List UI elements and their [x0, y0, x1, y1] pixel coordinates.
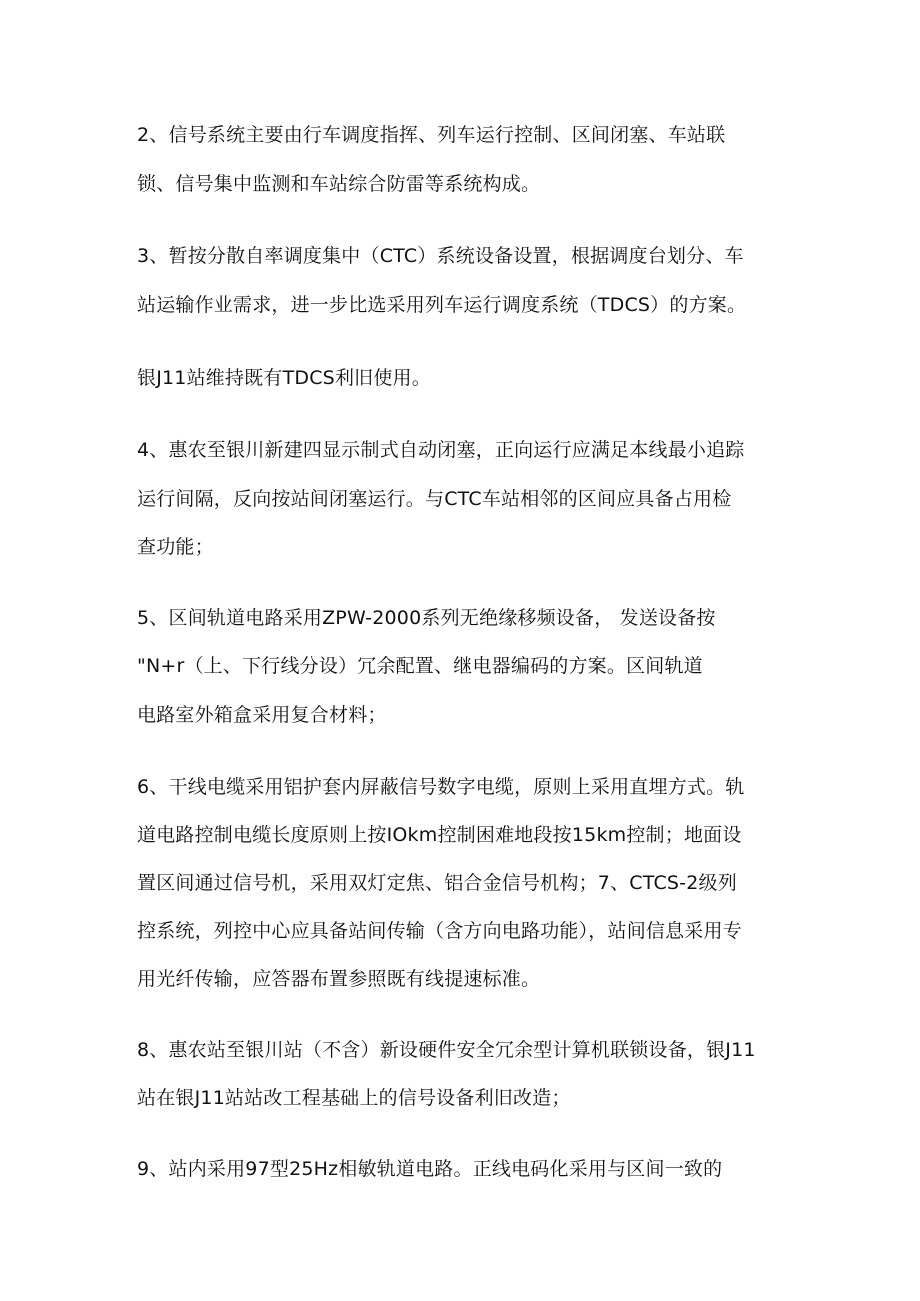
- paragraph-3-line-1: 3、暂按分散自率调度集中（CTC）系统设备设置，根据调度台划分、车: [137, 245, 744, 267]
- paragraph-5-line-1: 5、区间轨道电路采用ZPW-2000系列无绝缘移频设备， 发送设备按: [137, 607, 716, 629]
- paragraph-8-line-1: 8、惠农站至银川站（不含）新设硬件安全冗余型计算机联锁设备，银J11: [137, 1039, 756, 1061]
- paragraph-yinj11-line-1: 银J11站维持既有TDCS利旧使用。: [137, 367, 431, 389]
- paragraph-3-line-2: 站运输作业需求，进一步比选采用列车运行调度系统（TDCS）的方案。: [137, 294, 747, 316]
- paragraph-4-line-2: 运行间隔，反向按站间闭塞运行。与CTC车站相邻的区间应具备占用检: [137, 488, 732, 510]
- paragraph-9-line-1: 9、站内采用97型25Hz相敏轨道电路。正线电码化采用与区间一致的: [137, 1158, 723, 1180]
- paragraph-4-line-1: 4、惠农至银川新建四显示制式自动闭塞，正向运行应满足本线最小追踪: [137, 439, 745, 461]
- paragraph-5-line-3: 电路室外箱盒采用复合材料；: [137, 704, 387, 726]
- paragraph-6-line-5: 用光纤传输，应答器布置参照既有线提速标准。: [137, 968, 541, 990]
- paragraph-6-line-2: 道电路控制电缆长度原则上按IOkm控制困难地段按15km控制；地面设: [137, 824, 742, 846]
- paragraph-6-line-3: 置区间通过信号机，采用双灯定焦、铝合金信号机构；7、CTCS-2级列: [137, 872, 737, 894]
- paragraph-8-line-2: 站在银J11站站改工程基础上的信号设备利旧改造；: [137, 1087, 571, 1109]
- paragraph-6-line-1: 6、干线电缆采用铝护套内屏蔽信号数字电缆，原则上采用直埋方式。轨: [137, 776, 745, 798]
- paragraph-6-line-4: 控系统，列控中心应具备站间传输（含方向电路功能），站间信息采用专: [137, 920, 742, 942]
- paragraph-2-line-1: 2、信号系统主要由行车调度指挥、列车运行控制、区间闭塞、车站联: [137, 124, 726, 146]
- paragraph-5-line-2: "N+r（上、下行线分设）冗余配置、继电器编码的方案。区间轨道: [137, 655, 703, 677]
- paragraph-4-line-3: 查功能；: [137, 536, 214, 558]
- paragraph-2-line-2: 锁、信号集中监测和车站综合防雷等系统构成。: [137, 173, 541, 195]
